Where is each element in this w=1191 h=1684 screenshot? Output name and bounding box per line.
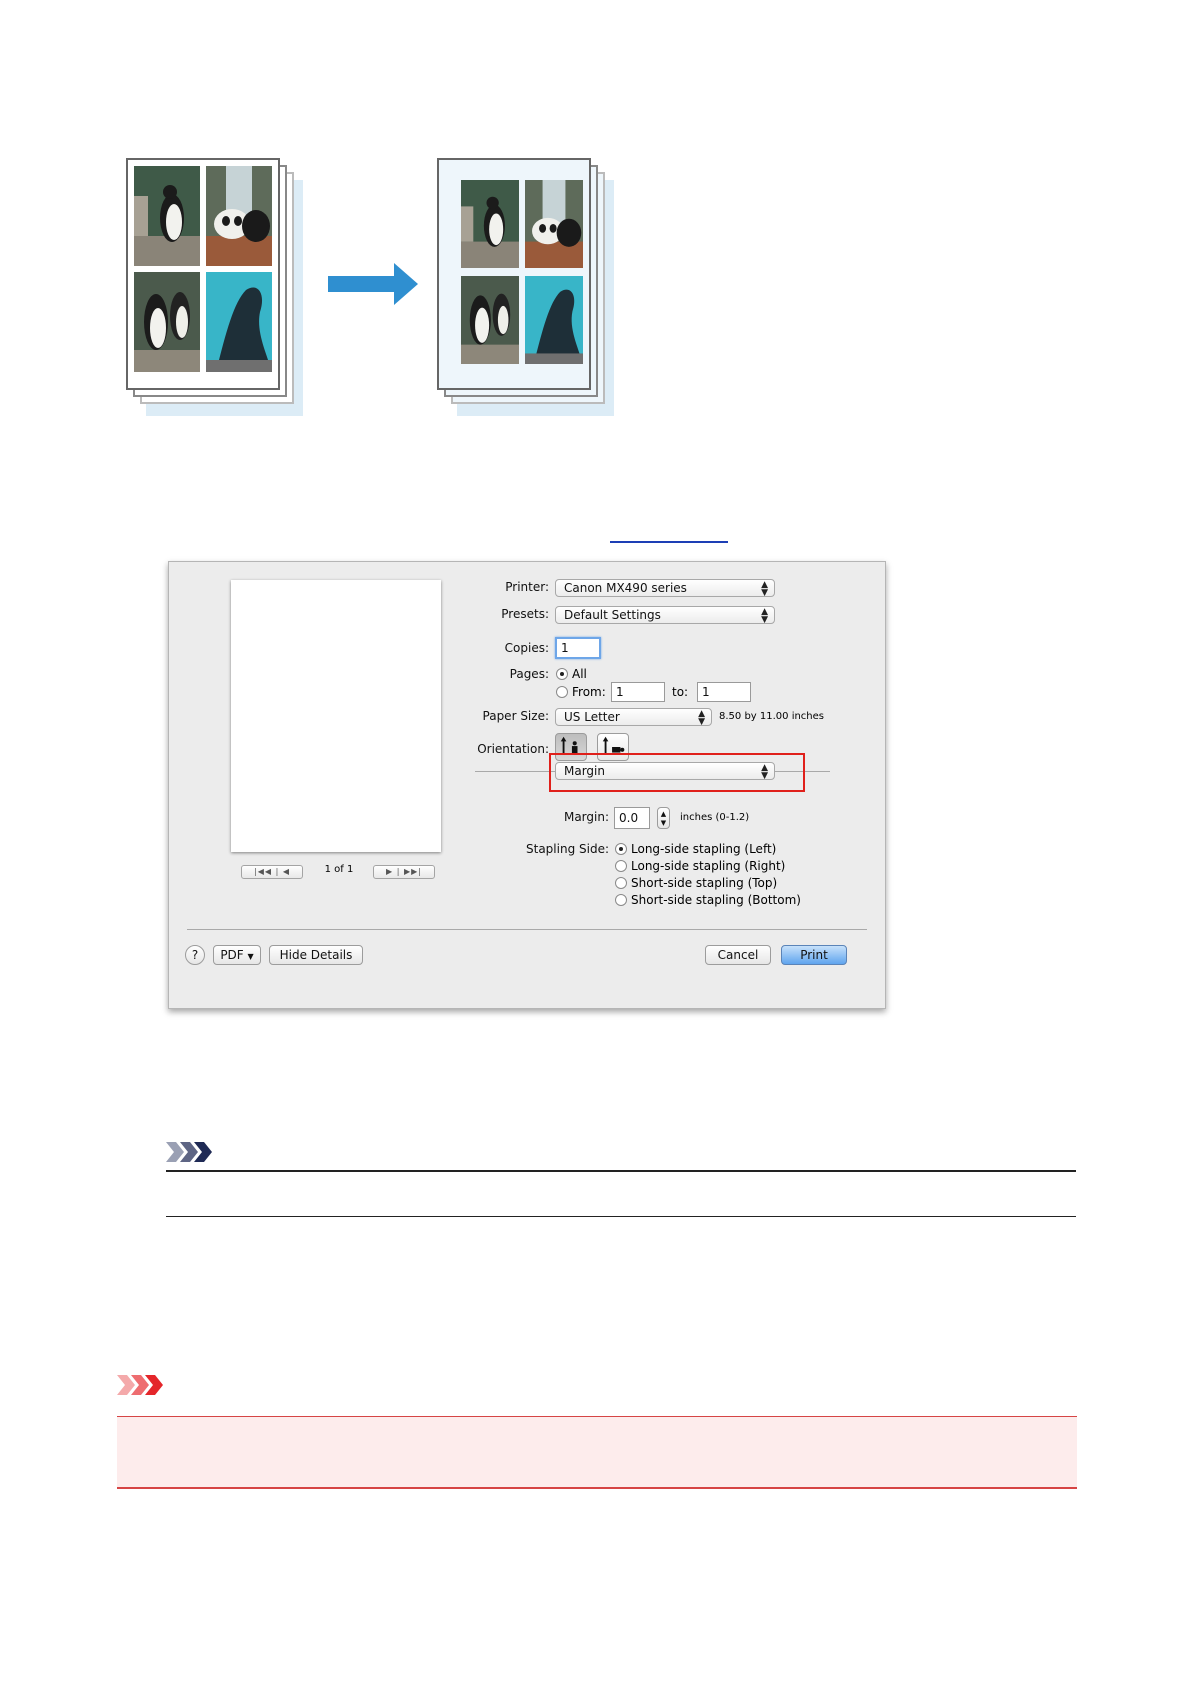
paper-dimensions: 8.50 by 11.00 inches: [719, 711, 825, 722]
print-button[interactable]: Print: [781, 945, 847, 965]
pages-to-label: to:: [672, 685, 689, 699]
next-last-page-buttons[interactable]: ▶ | ▶▶|: [373, 865, 435, 879]
highlight-box: [549, 753, 805, 792]
page-preview: [231, 580, 441, 852]
orientation-label: Orientation:: [477, 742, 549, 756]
original-page-stack: [126, 158, 306, 418]
panda-photo: [525, 180, 583, 268]
hide-details-button[interactable]: Hide Details: [269, 945, 363, 965]
panel-value: Margin: [564, 764, 605, 778]
printer-value: Canon MX490 series: [564, 581, 687, 595]
pages-from-radio[interactable]: [556, 686, 568, 698]
note-bottom-rule: [166, 1216, 1076, 1217]
seal-photo: [206, 272, 272, 372]
popup-arrows-icon: ▲ ▼: [761, 607, 768, 625]
paper-size-select[interactable]: [555, 708, 712, 726]
pdf-button[interactable]: [213, 945, 261, 965]
penguins-photo: [134, 272, 200, 372]
caution-icon: [117, 1375, 167, 1395]
paper-size-value: US Letter: [564, 710, 620, 724]
hyperlink-underline[interactable]: [610, 541, 728, 543]
note-icon: [166, 1142, 214, 1162]
penguin-photo: [134, 166, 200, 266]
caution-box: [117, 1416, 1077, 1489]
margin-label: Margin:: [563, 810, 609, 824]
copies-field[interactable]: 1: [555, 637, 601, 659]
pdf-button-label: PDF: [220, 948, 244, 962]
note-top-rule: [166, 1170, 1076, 1172]
printer-label: Printer:: [505, 580, 549, 594]
stapling-option-label: Short-side stapling (Top): [631, 876, 778, 890]
popup-arrows-icon: ▲ ▼: [761, 580, 768, 598]
stapling-option-radio[interactable]: [615, 877, 627, 889]
stapling-option-label: Short-side stapling (Bottom): [631, 893, 801, 907]
popup-arrows-icon: ▲ ▼: [761, 763, 768, 781]
pages-all-radio[interactable]: [556, 668, 568, 680]
stapling-option-label: Long-side stapling (Left): [631, 842, 777, 856]
print-dialog: [168, 561, 886, 1009]
page-indicator: 1 of 1: [324, 864, 354, 875]
stapling-option-radio[interactable]: [615, 843, 627, 855]
pages-to-field[interactable]: 1: [697, 682, 751, 702]
stapling-option-label: Long-side stapling (Right): [631, 859, 786, 873]
pages-label: Pages:: [509, 667, 549, 681]
seal-photo: [525, 276, 583, 364]
panda-photo: [206, 166, 272, 266]
cancel-button[interactable]: Cancel: [705, 945, 771, 965]
penguin-photo: [461, 180, 519, 268]
pages-all-label: All: [572, 667, 587, 681]
penguins-photo: [461, 276, 519, 364]
help-button[interactable]: ?: [185, 945, 205, 965]
presets-select[interactable]: [555, 606, 775, 624]
margin-page-stack: [437, 158, 617, 418]
presets-value: Default Settings: [564, 608, 661, 622]
stapling-option-radio[interactable]: [615, 860, 627, 872]
arrow-right-icon: [328, 263, 418, 305]
margin-field[interactable]: 0.0: [614, 807, 650, 829]
first-prev-page-buttons[interactable]: |◀◀ | ◀: [241, 865, 303, 879]
presets-label: Presets:: [501, 607, 549, 621]
stapling-side-label: Stapling Side:: [526, 842, 609, 856]
chevron-down-icon: ▼: [247, 952, 254, 961]
margin-stepper[interactable]: ▲ ▼: [657, 807, 670, 829]
copies-label: Copies:: [504, 641, 549, 655]
popup-arrows-icon: ▲ ▼: [698, 709, 705, 727]
pages-from-field[interactable]: 1: [611, 682, 665, 702]
paper-size-label: Paper Size:: [482, 709, 549, 723]
margin-unit: inches (0-1.2): [680, 812, 750, 823]
pages-from-label: From:: [572, 685, 606, 699]
footer-separator: [187, 929, 867, 930]
stapling-option-radio[interactable]: [615, 894, 627, 906]
printer-select[interactable]: [555, 579, 775, 597]
